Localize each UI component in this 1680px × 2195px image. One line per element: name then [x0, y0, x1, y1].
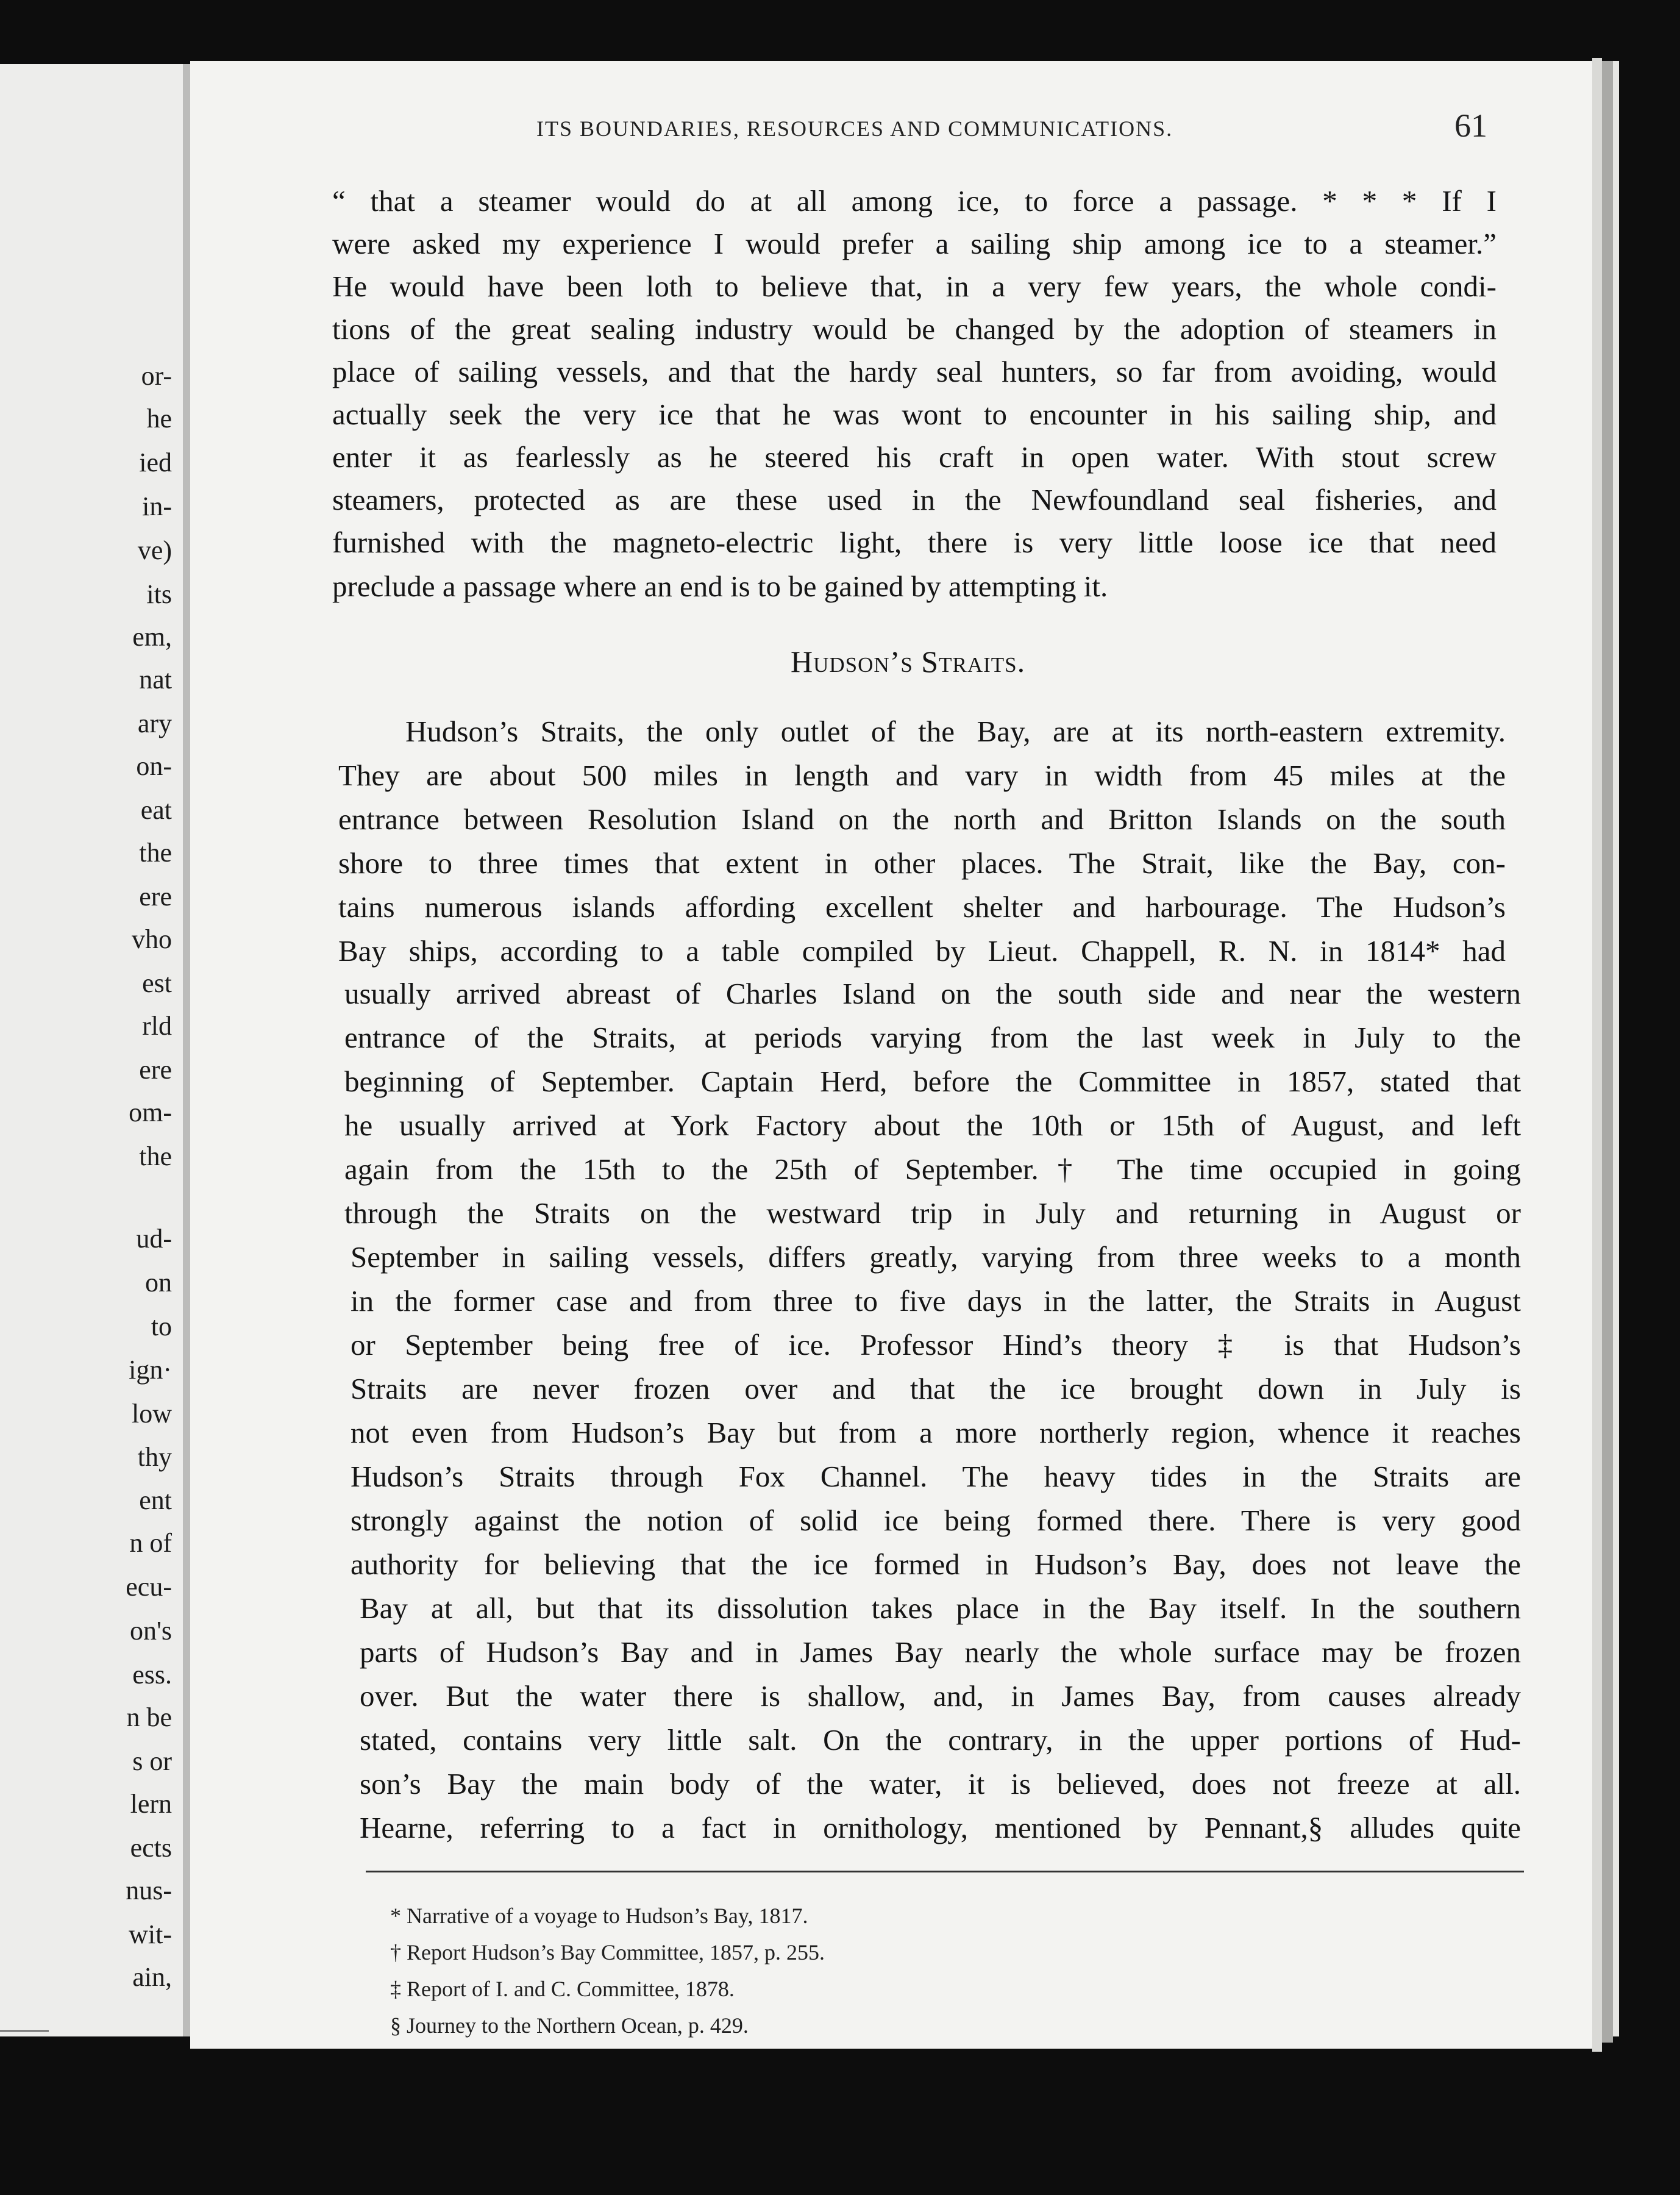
left-page-fragment: nat — [139, 665, 172, 694]
text-line: authority for believing that the ice formed in Hudson’s Bay, does not leave the — [351, 1547, 1521, 1581]
left-page-fragment: nus- — [126, 1876, 172, 1905]
left-page-fragment: ere — [139, 882, 172, 912]
left-page-fragment: ary — [137, 708, 172, 738]
left-page-fragment: on — [145, 1268, 172, 1297]
text-line: usually arrived abreast of Charles Island on the south side and near the western — [344, 977, 1521, 1010]
text-line: he usually arrived at York Factory about the 10th or 15th of August, and left — [344, 1108, 1521, 1142]
footnote: ‡ Report of I. and C. Committee, 1878. — [390, 1977, 735, 2001]
left-page-fragment: in- — [142, 491, 172, 521]
left-page-fragment: ecu- — [126, 1572, 172, 1602]
text-line: Bay ships, according to a table compiled by Lieut. Chappell, R. N. in 1814* had — [338, 934, 1506, 968]
left-facing-page — [0, 64, 183, 2036]
text-line: furnished with the magneto-electric light, there is very little loose ice that need — [332, 526, 1497, 559]
text-line: steamers, protected as are these used in the Newfoundland seal fisheries, and — [332, 483, 1497, 516]
text-line: were asked my experience I would prefer a sailing ship among ice to a steamer.” — [332, 227, 1497, 260]
left-page-fragment: est — [142, 968, 172, 998]
left-page-fragment: low — [132, 1399, 172, 1429]
left-page-fragment: n be — [126, 1702, 172, 1732]
left-page-fragment: ied — [139, 448, 172, 477]
left-page-fragment: to — [151, 1312, 172, 1341]
text-line: Hudson’s Straits through Fox Channel. The heavy tides in the Straits are — [351, 1460, 1521, 1493]
text-line: enter it as fearlessly as he steered his craft in open water. With stout screw — [332, 440, 1497, 474]
text-line: tions of the great sealing industry would be changed by the adoption of steamers in — [332, 312, 1497, 346]
left-page-fragment: ud- — [136, 1224, 172, 1254]
left-page-rule — [0, 2030, 49, 2032]
text-line: preclude a passage where an end is to be gained by attempting it. — [332, 569, 1108, 603]
section-title: Hudson’s Straits. — [791, 644, 1026, 679]
left-page-fragment: lern — [130, 1789, 172, 1819]
text-line: again from the 15th to the 25th of September.† The time occupied in going — [344, 1152, 1521, 1186]
left-page-fragment: eat — [140, 795, 172, 825]
footnote-rule — [366, 1871, 1524, 1872]
text-line: entrance of the Straits, at periods varying from the last week in July to the — [344, 1021, 1521, 1054]
footnote: † Report Hudson’s Bay Committee, 1857, p. 255. — [390, 1940, 825, 1965]
text-line: Bay at all, but that its dissolution takes place in the Bay itself. In the southern — [360, 1591, 1521, 1625]
text-line: stated, contains very little salt. On the contrary, in the upper portions of Hud- — [360, 1723, 1521, 1757]
left-page-fragment: vho — [132, 924, 172, 954]
text-line: parts of Hudson’s Bay and in James Bay nearly the whole surface may be frozen — [360, 1635, 1521, 1669]
footnote: § Journey to the Northern Ocean, p. 429. — [390, 2013, 749, 2038]
text-line: They are about 500 miles in length and vary in width from 45 miles at the — [338, 758, 1506, 792]
left-page-fragment: the — [139, 1141, 172, 1171]
book-gutter — [183, 64, 190, 2036]
left-page-fragment: ain, — [132, 1962, 172, 1992]
text-line: or September being free of ice. Professor Hind’s theory ‡ is that Hudson’s — [351, 1328, 1521, 1362]
left-page-fragment: thy — [137, 1442, 172, 1472]
text-line: shore to three times that extent in other places. The Strait, like the Bay, con- — [338, 846, 1506, 880]
text-line: tains numerous islands affording excellent shelter and harbourage. The Hudson’s — [338, 890, 1506, 924]
text-line: son’s Bay the main body of the water, it is believed, does not freeze at all. — [360, 1767, 1521, 1801]
left-page-fragment: om- — [129, 1098, 172, 1127]
page-edge-outer — [1613, 61, 1619, 2036]
text-line: over. But the water there is shallow, and, in James Bay, from causes already — [360, 1679, 1521, 1713]
page-edge — [1592, 58, 1602, 2052]
left-page-fragment: its — [146, 579, 172, 609]
page-number: 61 — [1454, 107, 1487, 144]
left-page-fragment: ve) — [137, 535, 172, 565]
left-page-fragment: on's — [129, 1616, 172, 1646]
text-line: actually seek the very ice that he was wont to encounter in his sailing ship, and — [332, 398, 1497, 431]
left-page-fragment: ess. — [132, 1660, 172, 1690]
left-page-fragment: rld — [142, 1011, 172, 1041]
left-page-fragment: s or — [132, 1746, 172, 1776]
text-line: through the Straits on the westward trip in July and returning in August or — [344, 1196, 1521, 1230]
text-line: beginning of September. Captain Herd, before the Committee in 1857, stated that — [344, 1065, 1521, 1098]
left-page-fragment: the — [139, 838, 172, 868]
left-page-fragment: or- — [141, 361, 172, 391]
text-line: September in sailing vessels, differs greatly, varying from three weeks to a month — [351, 1240, 1521, 1274]
left-page-fragment: em, — [132, 622, 172, 652]
left-page-fragment: n of — [129, 1528, 172, 1558]
text-line: in the former case and from three to five days in the latter, the Straits in August — [351, 1284, 1521, 1318]
text-line: entrance between Resolution Island on the north and Britton Islands on the south — [338, 802, 1506, 836]
text-line: Straits are never frozen over and that the ice brought down in July is — [351, 1372, 1521, 1405]
text-line: place of sailing vessels, and that the hardy seal hunters, so far from avoiding, would — [332, 355, 1497, 388]
text-line: strongly against the notion of solid ice being formed there. There is very good — [351, 1504, 1521, 1537]
left-page-fragment: on- — [136, 751, 172, 781]
left-page-fragment: ign· — [129, 1355, 172, 1385]
left-page-fragment: ent — [139, 1485, 172, 1515]
left-page-fragment: he — [146, 404, 172, 434]
text-line: Hudson’s Straits, the only outlet of the Bay, are at its north-eastern extremity. — [405, 715, 1506, 748]
text-line: “ that a steamer would do at all among ice, to force a passage. * * * If I — [332, 184, 1497, 218]
text-line: He would have been loth to believe that, in a very few years, the whole condi- — [332, 269, 1497, 303]
running-head: ITS BOUNDARIES, RESOURCES AND COMMUNICATIONS. — [536, 116, 1173, 141]
footnote: * Narrative of a voyage to Hudson’s Bay, 1817. — [390, 1904, 808, 1928]
left-page-fragment: ects — [130, 1833, 172, 1863]
text-line: Hearne, referring to a fact in ornithology, mentioned by Pennant,§ alludes quite — [360, 1811, 1521, 1844]
page-edge-shadow — [1602, 61, 1613, 2043]
left-page-fragment: ere — [139, 1055, 172, 1085]
left-page-fragment: wit- — [129, 1919, 172, 1949]
text-line: not even from Hudson’s Bay but from a more northerly region, whence it reaches — [351, 1416, 1521, 1449]
